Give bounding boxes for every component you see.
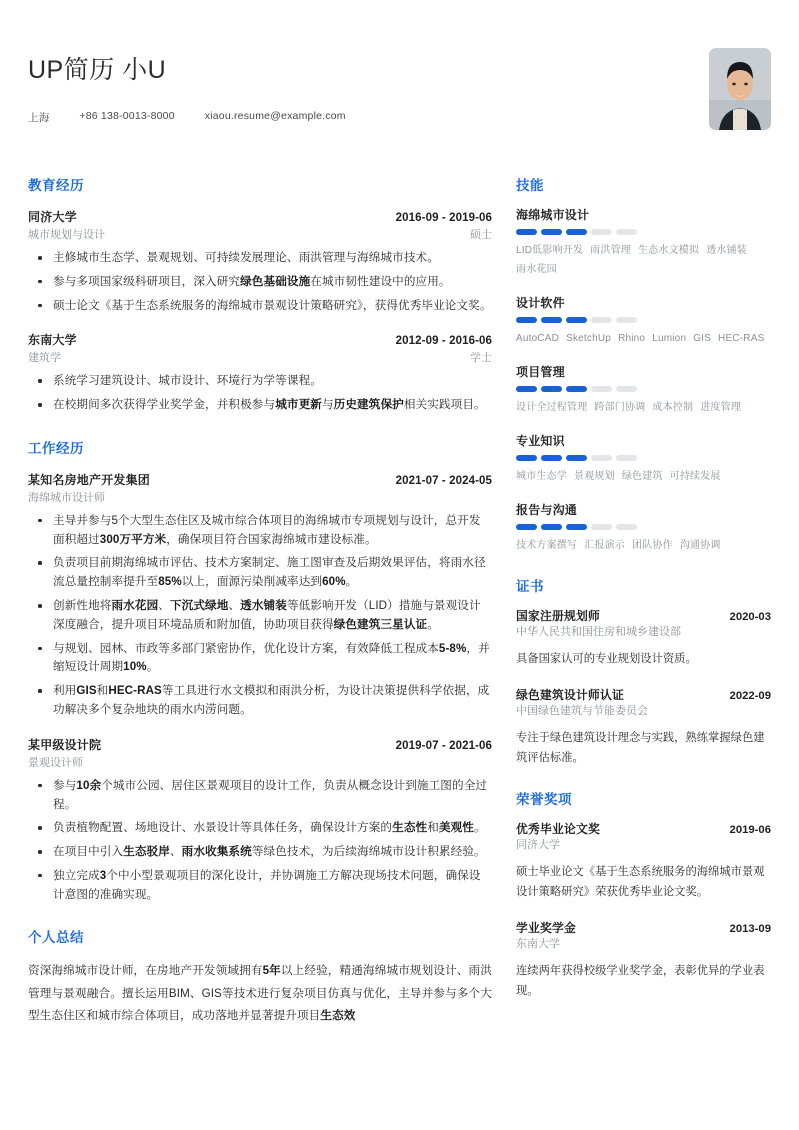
section-awards	[516, 788, 771, 1001]
bullet-item: 利用GIS和HEC-RAS等工具进行水文模拟和雨洪分析，为设计决策提供科学依据，成功解决多个复杂地块的雨水内涝问题。	[28, 682, 492, 720]
skill-level-pill	[516, 317, 537, 323]
skill-tags	[516, 398, 771, 417]
skill-tag: 生态水文模拟	[637, 245, 700, 256]
avatar	[709, 48, 771, 130]
entry-degree: 硕士	[470, 229, 492, 241]
page-title: UP简历 小U	[28, 56, 167, 84]
skill-tag: 透水铺装	[706, 245, 747, 256]
skill-level-bar	[516, 317, 771, 323]
skill-level-pill	[616, 524, 637, 530]
bullet-item: 主导并参与5个大型生态住区及城市综合体项目的海绵城市专项规划与设计，总开发面积超过300万平方米，确保项目符合国家海绵城市建设标准。	[28, 512, 492, 550]
entry-degree: 学士	[470, 352, 492, 365]
skill-level-pill	[566, 455, 587, 461]
skill-group	[516, 432, 771, 486]
skill-group-name: 设计软件	[516, 296, 565, 310]
entry-org: 某甲级设计院	[28, 737, 102, 752]
skill-group-name: 海绵城市设计	[516, 208, 590, 222]
left-column	[28, 174, 516, 1027]
skill-tag: Rhino	[618, 333, 646, 344]
section-title: 个人总结	[28, 930, 84, 946]
skill-level-pill	[591, 524, 612, 530]
section-work	[28, 437, 492, 905]
skill-group	[516, 206, 771, 279]
section-skills	[516, 174, 771, 555]
skill-tag: SketchUp	[566, 333, 612, 344]
entry-sub	[28, 754, 492, 770]
card-description: 连续两年获得校级学业奖学金，表彰优异的学业表现。	[516, 965, 765, 998]
skill-tag: 雨水花园	[516, 264, 557, 275]
work-entries	[28, 471, 492, 905]
section-title: 技能	[516, 178, 544, 193]
card-description: 硕士毕业论文《基于生态系统服务的海绵城市景观设计策略研究》荣获优秀毕业论文奖。	[516, 866, 765, 899]
award-items	[516, 820, 771, 1001]
certificate-items	[516, 607, 771, 768]
skill-tags	[516, 536, 771, 555]
credential-card	[516, 820, 771, 902]
summary-text: 资深海绵城市设计师，在房地产开发领域拥有5年以上经验，精通海绵城市规划设计、雨洪管理与景观融合。擅长运用BIM、GIS等技术进行复杂项目仿真与优化，主导并参与多个大型生态住区和城市综合体项目，成功落地并显著提升项目生态效	[28, 964, 492, 1022]
section-title: 证书	[516, 579, 544, 594]
section-certificates	[516, 575, 771, 768]
skill-tag: 可持续发展	[669, 471, 721, 482]
skill-tag: 雨洪管理	[590, 245, 631, 256]
credential-card	[516, 686, 771, 768]
bullet-item: 负责项目前期海绵城市评估、技术方案制定、施工图审查及后期效果评估，将雨水径流总量控制率提升至85%以上，面源污染削减率达到60%。	[28, 554, 492, 592]
skill-level-pill	[616, 317, 637, 323]
section-title: 工作经历	[28, 440, 84, 456]
skill-tag: GIS	[693, 333, 712, 344]
entry-bullets	[28, 372, 492, 415]
skill-level-pill	[591, 229, 612, 235]
card-head	[516, 820, 771, 837]
skill-level-pill	[566, 524, 587, 530]
skill-tag: HEC-RAS	[718, 333, 765, 344]
skill-tag: 景观规划	[574, 471, 615, 482]
skill-tag: 成本控制	[652, 402, 694, 413]
card-head	[516, 607, 771, 624]
skill-tag: 团队协作	[632, 540, 673, 551]
skill-level-pill	[591, 317, 612, 323]
card-head	[516, 686, 771, 703]
skill-level-bar	[516, 229, 771, 235]
skill-tag: 绿色建筑	[621, 471, 663, 482]
entry-date: 2019-07 - 2021-06	[395, 739, 492, 752]
section-title: 教育经历	[28, 178, 84, 193]
card-date: 2019-06	[729, 824, 771, 837]
entry-sub	[28, 489, 492, 505]
user-photo-icon	[709, 48, 771, 130]
card-description: 具备国家认可的专业规划设计资质。	[516, 652, 697, 665]
card-head	[516, 919, 771, 936]
entry-date: 2016-09 - 2019-06	[395, 212, 492, 224]
skill-level-pill	[516, 229, 537, 235]
skill-tag: 技术方案撰写	[516, 540, 578, 551]
card-issuer: 中国绿色建筑与节能委员会	[516, 705, 648, 718]
contact-email: xiaou.resume@example.com	[204, 110, 346, 122]
skill-groups	[516, 206, 771, 555]
resume-body	[28, 174, 771, 1027]
entry-date: 2012-09 - 2016-06	[395, 335, 492, 348]
skill-tag: 跨部门协调	[594, 402, 646, 413]
entry-major: 城市规划与设计	[28, 229, 105, 241]
card-title: 学业奖学金	[516, 921, 576, 936]
entry-head	[28, 208, 492, 225]
skill-tags	[516, 241, 771, 279]
skill-group-name: 项目管理	[516, 365, 565, 379]
experience-entry	[28, 208, 492, 315]
bullet-item: 在项目中引入生态驳岸、雨水收集系统等绿色技术，为后续海绵城市设计积累经验。	[28, 843, 492, 862]
resume-header	[28, 50, 771, 150]
entry-bullets	[28, 777, 492, 905]
entry-sub	[28, 349, 492, 365]
entry-date: 2021-07 - 2024-05	[395, 474, 492, 487]
skill-tag: AutoCAD	[516, 333, 560, 344]
section-education	[28, 174, 492, 415]
skill-level-pill	[566, 386, 587, 392]
skill-level-pill	[541, 229, 562, 235]
bullet-item: 参与多项国家级科研项目，深入研究绿色基础设施在城市韧性建设中的应用。	[28, 273, 492, 292]
card-date: 2022-09	[729, 690, 771, 703]
skill-level-pill	[516, 455, 537, 461]
card-date: 2020-03	[729, 611, 771, 623]
bullet-item: 参与10余个城市公园、居住区景观项目的设计工作，负责从概念设计到施工图的全过程。	[28, 777, 492, 815]
skill-level-pill	[591, 386, 612, 392]
entry-sub	[28, 226, 492, 242]
skill-tag: 沟通协调	[679, 540, 721, 551]
entry-head	[28, 471, 492, 488]
skill-level-pill	[616, 229, 637, 235]
skill-level-pill	[541, 455, 562, 461]
entry-head	[28, 331, 492, 348]
skill-tag: Lumion	[652, 333, 687, 344]
skill-level-pill	[616, 386, 637, 392]
bullet-item: 硕士论文《基于生态系统服务的海绵城市景观设计策略研究》，获得优秀毕业论文奖。	[28, 297, 492, 316]
contact-location: 上海	[28, 112, 50, 124]
card-title: 优秀毕业论文奖	[516, 822, 600, 837]
skill-level-pill	[516, 386, 537, 392]
skill-level-pill	[566, 317, 587, 323]
skill-group	[516, 501, 771, 555]
card-issuer: 同济大学	[516, 839, 560, 852]
bullet-item: 与规划、园林、市政等多部门紧密协作，优化设计方案，有效降低工程成本5-8%，并缩短设计周期10%。	[28, 640, 492, 678]
entry-org: 某知名房地产开发集团	[28, 472, 151, 487]
skill-level-bar	[516, 386, 771, 392]
bullet-item: 主修城市生态学、景观规划、可持续发展理论、雨洪管理与海绵城市技术。	[28, 249, 492, 268]
experience-entry	[28, 471, 492, 720]
contact-phone: +86 138-0013-8000	[79, 110, 175, 122]
skill-group-name: 报告与沟通	[516, 503, 578, 517]
section-summary	[28, 926, 492, 1027]
bullet-item: 创新性地将雨水花园、下沉式绿地、透水铺装等低影响开发（LID）措施与景观设计深度融合，提升项目环境品质和附加值，协助项目获得绿色建筑三星认证。	[28, 597, 492, 635]
skill-level-pill	[616, 455, 637, 461]
entry-org: 东南大学	[28, 333, 77, 348]
entry-major: 景观设计师	[28, 756, 83, 769]
experience-entry	[28, 331, 492, 415]
skill-level-bar	[516, 524, 771, 530]
skill-level-pill	[591, 455, 612, 461]
card-issuer: 东南大学	[516, 938, 560, 951]
bullet-item: 系统学习建筑设计、城市设计、环境行为学等课程。	[28, 372, 492, 391]
entry-major: 海绵城市设计师	[28, 491, 105, 504]
right-column	[516, 174, 771, 1001]
contact-line	[28, 110, 771, 125]
skill-tags	[516, 467, 771, 486]
skill-tags	[516, 329, 771, 348]
card-title: 国家注册规划师	[516, 609, 600, 623]
skill-tag: 汇报演示	[584, 540, 626, 551]
credential-card	[516, 607, 771, 669]
skill-group	[516, 363, 771, 417]
entry-head	[28, 736, 492, 753]
skill-group	[516, 294, 771, 348]
experience-entry	[28, 736, 492, 905]
entry-org: 同济大学	[28, 210, 77, 224]
entry-major: 建筑学	[28, 352, 61, 365]
skill-tag: 设计全过程管理	[516, 402, 588, 413]
skill-level-pill	[541, 317, 562, 323]
entry-bullets	[28, 512, 492, 720]
skill-tag: 城市生态学	[516, 471, 567, 482]
card-description: 专注于绿色建筑设计理念与实践，熟练掌握绿色建筑评估标准。	[516, 731, 765, 765]
bullet-item: 负责植物配置、场地设计、水景设计等具体任务，确保设计方案的生态性和美观性。	[28, 819, 492, 838]
bullet-item: 在校期间多次获得学业奖学金，并积极参与城市更新与历史建筑保护相关实践项目。	[28, 396, 492, 415]
card-date: 2013-09	[729, 923, 771, 936]
skill-level-bar	[516, 455, 771, 461]
skill-level-pill	[566, 229, 587, 235]
credential-card	[516, 919, 771, 1001]
skill-level-pill	[516, 524, 537, 530]
bullet-item: 独立完成3个中小型景观项目的深化设计，并协调施工方解决现场技术问题，确保设计意图的准确实现。	[28, 867, 492, 905]
section-title: 荣誉奖项	[516, 792, 572, 808]
skill-tag: 进度管理	[700, 402, 742, 413]
skill-level-pill	[541, 524, 562, 530]
card-title: 绿色建筑设计师认证	[516, 688, 624, 703]
skill-group-name: 专业知识	[516, 434, 565, 448]
card-issuer: 中华人民共和国住房和城乡建设部	[516, 626, 681, 638]
education-entries	[28, 208, 492, 415]
entry-bullets	[28, 249, 492, 315]
skill-tag: LID低影响开发	[516, 245, 584, 256]
skill-level-pill	[541, 386, 562, 392]
